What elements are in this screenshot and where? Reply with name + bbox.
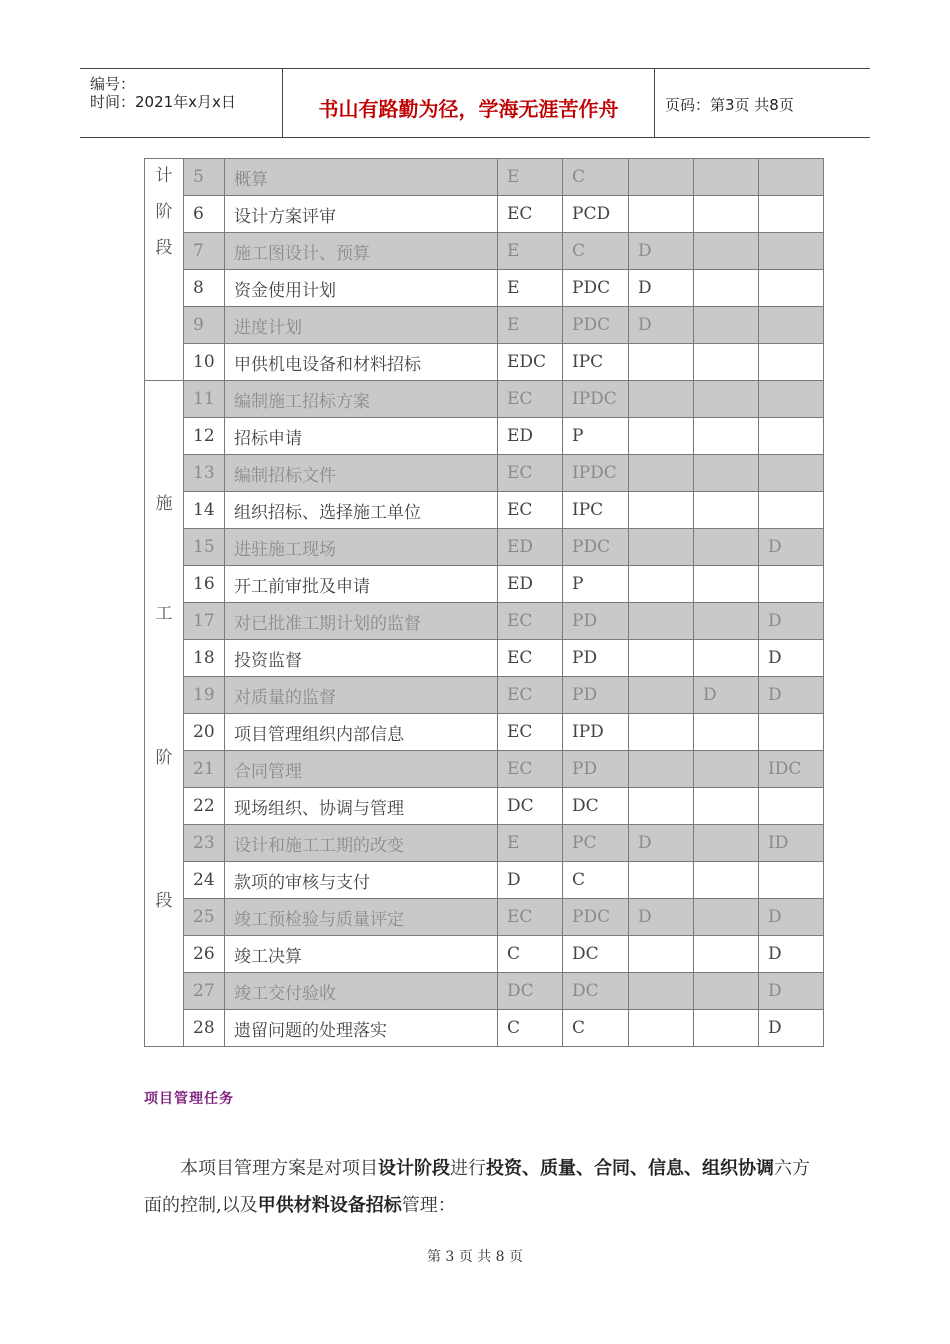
role-cell: DC bbox=[563, 788, 629, 825]
stage-label-char: 工 bbox=[155, 604, 173, 624]
row-number-cell: 5 bbox=[184, 159, 225, 196]
table-row bbox=[145, 566, 824, 603]
row-number-cell: 12 bbox=[184, 418, 225, 455]
role-cell: PDC bbox=[563, 899, 629, 936]
task-name-cell: 投资监督 bbox=[225, 640, 498, 677]
row-number-cell: 7 bbox=[184, 233, 225, 270]
role-cell: DC bbox=[563, 936, 629, 973]
role-cell: EC bbox=[498, 714, 563, 751]
role-cell: IPC bbox=[563, 492, 629, 529]
role-cell: P bbox=[563, 418, 629, 455]
role-cell bbox=[694, 751, 759, 788]
task-name-cell: 款项的审核与支付 bbox=[225, 862, 498, 899]
table-row bbox=[145, 677, 824, 714]
task-name-cell: 遗留问题的处理落实 bbox=[225, 1010, 498, 1047]
role-cell bbox=[694, 973, 759, 1010]
role-cell: IPC bbox=[563, 344, 629, 381]
role-cell bbox=[694, 788, 759, 825]
role-cell bbox=[694, 455, 759, 492]
task-name-cell: 竣工预检验与质量评定 bbox=[225, 899, 498, 936]
role-cell bbox=[694, 936, 759, 973]
header-page-number: 页码：第3页 共8页 bbox=[665, 96, 794, 114]
role-cell bbox=[759, 788, 824, 825]
table-row bbox=[145, 1010, 824, 1047]
row-number-cell: 11 bbox=[184, 381, 225, 418]
role-cell: D bbox=[498, 862, 563, 899]
table-row bbox=[145, 862, 824, 899]
role-cell bbox=[694, 1010, 759, 1047]
task-name-cell: 现场组织、协调与管理 bbox=[225, 788, 498, 825]
role-cell bbox=[629, 529, 694, 566]
role-cell: D bbox=[629, 899, 694, 936]
task-name-cell: 开工前审批及申请 bbox=[225, 566, 498, 603]
role-cell bbox=[694, 862, 759, 899]
para-text-2: 进行 bbox=[450, 1158, 486, 1179]
task-name-cell: 概算 bbox=[225, 159, 498, 196]
role-cell bbox=[629, 455, 694, 492]
para-text-4: 管理： bbox=[401, 1195, 456, 1216]
role-cell bbox=[629, 640, 694, 677]
table-row bbox=[145, 603, 824, 640]
task-name-cell: 甲供机电设备和材料招标 bbox=[225, 344, 498, 381]
row-number-cell: 15 bbox=[184, 529, 225, 566]
row-number-cell: 26 bbox=[184, 936, 225, 973]
task-name-cell: 对已批准工期计划的监督 bbox=[225, 603, 498, 640]
role-cell: PD bbox=[563, 603, 629, 640]
role-cell: D bbox=[629, 270, 694, 307]
task-name-cell: 进驻施工现场 bbox=[225, 529, 498, 566]
role-cell: EC bbox=[498, 196, 563, 233]
role-cell bbox=[629, 196, 694, 233]
task-name-cell: 合同管理 bbox=[225, 751, 498, 788]
row-number-cell: 20 bbox=[184, 714, 225, 751]
body-paragraph bbox=[144, 1150, 814, 1224]
role-cell bbox=[759, 566, 824, 603]
row-number-cell: 24 bbox=[184, 862, 225, 899]
role-cell: IPDC bbox=[563, 455, 629, 492]
role-cell bbox=[629, 751, 694, 788]
stage-cell-design bbox=[145, 159, 184, 381]
header-meta-cell bbox=[80, 69, 283, 137]
role-cell: EC bbox=[498, 899, 563, 936]
role-cell bbox=[759, 159, 824, 196]
role-cell: D bbox=[759, 936, 824, 973]
header-motto-cell bbox=[283, 69, 655, 137]
role-cell bbox=[629, 566, 694, 603]
row-number-cell: 23 bbox=[184, 825, 225, 862]
para-text-1: 本项目管理方案是对项目 bbox=[180, 1158, 378, 1179]
role-cell bbox=[759, 307, 824, 344]
table-row bbox=[145, 936, 824, 973]
role-cell: ED bbox=[498, 529, 563, 566]
role-cell: ID bbox=[759, 825, 824, 862]
section-title: 项目管理任务 bbox=[144, 1091, 234, 1107]
role-cell: ED bbox=[498, 566, 563, 603]
row-number-cell: 8 bbox=[184, 270, 225, 307]
role-cell: D bbox=[759, 603, 824, 640]
row-number-cell: 21 bbox=[184, 751, 225, 788]
role-cell bbox=[694, 640, 759, 677]
role-cell: ED bbox=[498, 418, 563, 455]
table-row bbox=[145, 640, 824, 677]
role-cell: PCD bbox=[563, 196, 629, 233]
task-name-cell: 资金使用计划 bbox=[225, 270, 498, 307]
stage-label-char: 计 bbox=[155, 166, 173, 186]
role-cell bbox=[694, 418, 759, 455]
role-cell: C bbox=[563, 233, 629, 270]
role-cell: EC bbox=[498, 751, 563, 788]
role-cell bbox=[694, 307, 759, 344]
row-number-cell: 9 bbox=[184, 307, 225, 344]
role-cell bbox=[629, 492, 694, 529]
table-row bbox=[145, 196, 824, 233]
table-row bbox=[145, 270, 824, 307]
role-cell bbox=[694, 344, 759, 381]
role-cell: PDC bbox=[563, 529, 629, 566]
row-number-cell: 25 bbox=[184, 899, 225, 936]
task-name-cell: 对质量的监督 bbox=[225, 677, 498, 714]
role-cell bbox=[759, 418, 824, 455]
role-cell bbox=[629, 381, 694, 418]
role-cell: C bbox=[563, 159, 629, 196]
para-bold-3: 甲供材料设备招标 bbox=[257, 1195, 402, 1216]
task-name-cell: 编制施工招标方案 bbox=[225, 381, 498, 418]
role-cell: D bbox=[759, 1010, 824, 1047]
stage-label-char: 施 bbox=[155, 494, 173, 514]
role-cell bbox=[694, 196, 759, 233]
role-cell: E bbox=[498, 307, 563, 344]
role-cell bbox=[629, 418, 694, 455]
role-cell bbox=[694, 270, 759, 307]
row-number-cell: 27 bbox=[184, 973, 225, 1010]
role-cell: EC bbox=[498, 381, 563, 418]
role-cell: PD bbox=[563, 751, 629, 788]
document-number-label: 编号： bbox=[90, 75, 136, 93]
stage-cell-construction bbox=[145, 381, 184, 1047]
table-row bbox=[145, 973, 824, 1010]
role-cell bbox=[694, 233, 759, 270]
role-cell bbox=[759, 714, 824, 751]
role-cell: C bbox=[563, 862, 629, 899]
role-cell bbox=[759, 862, 824, 899]
role-cell: DC bbox=[498, 788, 563, 825]
task-name-cell: 施工图设计、预算 bbox=[225, 233, 498, 270]
para-bold-2: 投资、质量、合同、信息、组织协调 bbox=[486, 1158, 774, 1179]
stage-label-char: 段 bbox=[155, 238, 173, 258]
role-cell: IDC bbox=[759, 751, 824, 788]
table-row bbox=[145, 233, 824, 270]
row-number-cell: 22 bbox=[184, 788, 225, 825]
task-name-cell: 编制招标文件 bbox=[225, 455, 498, 492]
task-name-cell: 设计方案评审 bbox=[225, 196, 498, 233]
task-name-cell: 设计和施工工期的改变 bbox=[225, 825, 498, 862]
table-row bbox=[145, 307, 824, 344]
role-cell: D bbox=[759, 677, 824, 714]
table-row bbox=[145, 788, 824, 825]
page-header bbox=[80, 68, 870, 138]
table-row bbox=[145, 825, 824, 862]
row-number-cell: 10 bbox=[184, 344, 225, 381]
para-bold-1: 设计阶段 bbox=[378, 1158, 450, 1179]
task-name-cell: 进度计划 bbox=[225, 307, 498, 344]
role-cell: C bbox=[498, 936, 563, 973]
role-cell: PD bbox=[563, 677, 629, 714]
header-page-cell bbox=[655, 69, 870, 137]
role-cell: D bbox=[629, 233, 694, 270]
role-cell: IPDC bbox=[563, 381, 629, 418]
table-row bbox=[145, 159, 824, 196]
table-row bbox=[145, 714, 824, 751]
role-cell bbox=[694, 714, 759, 751]
role-cell bbox=[759, 492, 824, 529]
role-cell bbox=[694, 899, 759, 936]
role-cell bbox=[629, 862, 694, 899]
document-time-label: 时间：2021年x月x日 bbox=[90, 93, 236, 111]
role-cell bbox=[694, 825, 759, 862]
row-number-cell: 14 bbox=[184, 492, 225, 529]
row-number-cell: 13 bbox=[184, 455, 225, 492]
row-number-cell: 19 bbox=[184, 677, 225, 714]
role-cell bbox=[629, 714, 694, 751]
role-cell: PC bbox=[563, 825, 629, 862]
role-cell bbox=[629, 936, 694, 973]
role-cell bbox=[694, 603, 759, 640]
role-cell: D bbox=[759, 640, 824, 677]
role-cell bbox=[629, 788, 694, 825]
role-cell: D bbox=[759, 899, 824, 936]
row-number-cell: 28 bbox=[184, 1010, 225, 1047]
role-cell bbox=[759, 455, 824, 492]
role-cell bbox=[694, 492, 759, 529]
role-cell: PDC bbox=[563, 270, 629, 307]
role-cell bbox=[759, 270, 824, 307]
role-cell: C bbox=[563, 1010, 629, 1047]
responsibility-table bbox=[144, 158, 824, 1047]
row-number-cell: 6 bbox=[184, 196, 225, 233]
role-cell bbox=[694, 566, 759, 603]
para-text-3: 六方面的控制,以及 bbox=[144, 1158, 810, 1216]
role-cell bbox=[629, 973, 694, 1010]
role-cell bbox=[759, 344, 824, 381]
task-name-cell: 竣工决算 bbox=[225, 936, 498, 973]
table-row bbox=[145, 899, 824, 936]
row-number-cell: 18 bbox=[184, 640, 225, 677]
role-cell bbox=[694, 159, 759, 196]
role-cell bbox=[759, 196, 824, 233]
stage-label-char: 段 bbox=[155, 891, 173, 911]
role-cell: D bbox=[759, 973, 824, 1010]
row-number-cell: 16 bbox=[184, 566, 225, 603]
role-cell: E bbox=[498, 159, 563, 196]
stage-label-char: 阶 bbox=[155, 202, 173, 222]
row-number-cell: 17 bbox=[184, 603, 225, 640]
table-row bbox=[145, 455, 824, 492]
role-cell: EC bbox=[498, 455, 563, 492]
table-row bbox=[145, 344, 824, 381]
role-cell: D bbox=[629, 307, 694, 344]
task-name-cell: 招标申请 bbox=[225, 418, 498, 455]
role-cell: D bbox=[694, 677, 759, 714]
page-footer: 第 3 页 共 8 页 bbox=[426, 1249, 524, 1265]
role-cell: EDC bbox=[498, 344, 563, 381]
table-row bbox=[145, 529, 824, 566]
role-cell: E bbox=[498, 270, 563, 307]
task-name-cell: 项目管理组织内部信息 bbox=[225, 714, 498, 751]
role-cell bbox=[629, 1010, 694, 1047]
table-row bbox=[145, 751, 824, 788]
role-cell: P bbox=[563, 566, 629, 603]
role-cell: DC bbox=[563, 973, 629, 1010]
role-cell: D bbox=[629, 825, 694, 862]
role-cell: C bbox=[498, 1010, 563, 1047]
role-cell bbox=[694, 529, 759, 566]
role-cell: EC bbox=[498, 677, 563, 714]
role-cell bbox=[629, 603, 694, 640]
task-name-cell: 组织招标、选择施工单位 bbox=[225, 492, 498, 529]
role-cell bbox=[629, 159, 694, 196]
task-name-cell: 竣工交付验收 bbox=[225, 973, 498, 1010]
role-cell bbox=[759, 233, 824, 270]
table-row bbox=[145, 492, 824, 529]
role-cell: IPD bbox=[563, 714, 629, 751]
role-cell: PDC bbox=[563, 307, 629, 344]
role-cell: EC bbox=[498, 603, 563, 640]
role-cell bbox=[629, 677, 694, 714]
role-cell: DC bbox=[498, 973, 563, 1010]
role-cell: PD bbox=[563, 640, 629, 677]
header-motto: 书山有路勤为径，学海无涯苦作舟 bbox=[318, 97, 619, 121]
role-cell bbox=[629, 344, 694, 381]
table-row bbox=[145, 381, 824, 418]
role-cell: E bbox=[498, 233, 563, 270]
role-cell bbox=[694, 381, 759, 418]
role-cell: EC bbox=[498, 492, 563, 529]
role-cell: D bbox=[759, 529, 824, 566]
role-cell: E bbox=[498, 825, 563, 862]
role-cell: EC bbox=[498, 640, 563, 677]
stage-label-char: 阶 bbox=[155, 748, 173, 768]
role-cell bbox=[759, 381, 824, 418]
table-row bbox=[145, 418, 824, 455]
